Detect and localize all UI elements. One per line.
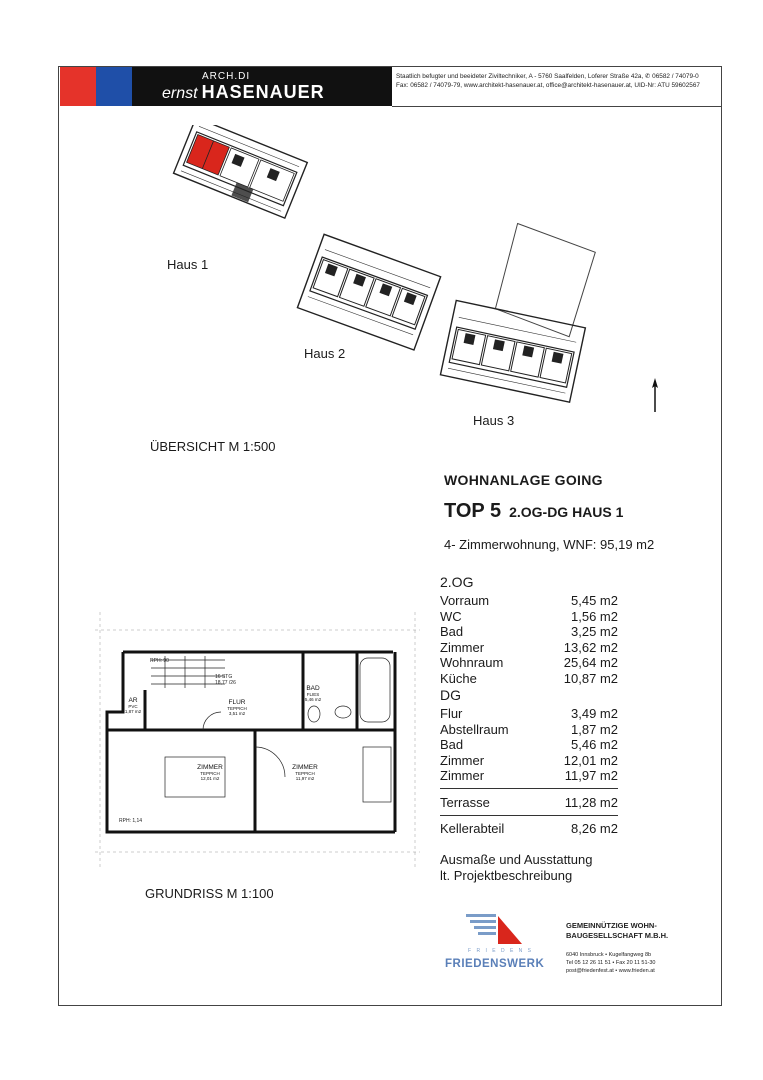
- logo-red-block: [60, 67, 96, 106]
- header-info-line-2: Fax: 06582 / 74079-79, www.architekt-hasenauer.at, office@architekt-hasenauer.at, UID-Nr: ATU 59602567: [396, 82, 700, 89]
- logo-arch-title: ARCH.DI: [202, 71, 251, 82]
- room-row: [440, 655, 618, 670]
- unit-subtitle: 4- Zimmerwohnung, WNF: 95,19 m2: [444, 537, 655, 552]
- room-row: [440, 609, 618, 624]
- room-name: Kellerabteil: [440, 821, 505, 836]
- fp-room-zimmer-2-area: 11,97 m2: [295, 776, 315, 781]
- room-name: Zimmer: [440, 753, 485, 768]
- brand-top-text: F R I E D E N S: [468, 948, 534, 954]
- north-arrow-icon: [651, 378, 659, 414]
- overview-scale-label: ÜBERSICHT M 1:500: [150, 439, 276, 454]
- fp-room-ar-sub: PVC: [128, 704, 138, 709]
- fp-room-zimmer-2: ZIMMER: [292, 764, 318, 771]
- room-area: 5,46 m2: [571, 737, 618, 752]
- keller-row: [440, 821, 618, 836]
- fp-room-flur-sub: TEPPICH: [227, 706, 247, 711]
- table-divider: [440, 815, 618, 816]
- room-area: 1,87 m2: [571, 722, 618, 737]
- logo-first-name: ernst: [162, 85, 198, 102]
- company-name: [566, 921, 668, 941]
- fp-room-bad-sub: FLIES: [306, 692, 320, 697]
- room-name: WC: [440, 609, 462, 624]
- fp-rph-top: RPH: 90: [150, 658, 169, 664]
- room-name: Wohnraum: [440, 655, 504, 670]
- brand-name: FRIEDENSWERK: [445, 958, 545, 970]
- haus2-plan: [297, 234, 440, 350]
- room-area: 3,49 m2: [571, 706, 618, 721]
- room-row: [440, 753, 618, 768]
- room-area: 11,28 m2: [564, 795, 618, 810]
- room-name: Bad: [440, 737, 464, 752]
- logo-last-name: HASENAUER: [201, 82, 325, 102]
- company-line-2: BAUGESELLSCHAFT M.B.H.: [566, 931, 669, 940]
- fp-room-ar-area: 1,87 m2: [124, 709, 142, 714]
- table-divider: [440, 788, 618, 789]
- room-row: [440, 593, 618, 608]
- label-haus-2: Haus 2: [304, 346, 346, 361]
- unit-top: TOP 5: [444, 500, 502, 522]
- header-divider: [392, 106, 722, 107]
- footnote-line-2: lt. Projektbeschreibung: [440, 868, 573, 883]
- room-area: 3,25 m2: [571, 624, 618, 639]
- og-heading: 2.OG: [440, 574, 474, 590]
- fp-room-zimmer-2-sub: TEPPICH: [295, 771, 315, 776]
- room-row: [440, 722, 618, 737]
- room-name: Terrasse: [440, 795, 490, 810]
- fp-room-zimmer-1-area: 12,01 m2: [200, 776, 220, 781]
- floorplan-scale-label: GRUNDRISS M 1:100: [145, 886, 274, 901]
- fp-rph-bottom: RPH: 1,14: [119, 818, 143, 824]
- room-area: 25,64 m2: [563, 655, 618, 670]
- fp-room-bad: BAD: [306, 685, 320, 692]
- footnote: [440, 852, 592, 884]
- room-row: [440, 737, 618, 752]
- room-name: Bad: [440, 624, 464, 639]
- haus3-plan: [440, 214, 603, 402]
- room-area: 8,26 m2: [571, 821, 618, 836]
- dg-heading: DG: [440, 687, 461, 703]
- friedenswerk-logo-icon: [464, 912, 526, 948]
- room-name: Zimmer: [440, 768, 485, 783]
- fp-room-zimmer-1-sub: TEPPICH: [200, 771, 220, 776]
- room-name: Zimmer: [440, 640, 485, 655]
- address-line-2: Tel 05 12 26 11 51 • Fax 20 11 51-30: [566, 960, 656, 966]
- terrasse-row: [440, 795, 618, 810]
- room-name: Flur: [440, 706, 463, 721]
- floorplan: [95, 612, 420, 874]
- logo-name: [162, 82, 325, 103]
- address-line-1: 6040 Innsbruck • Kugelfangweg 8b: [566, 952, 652, 958]
- room-area: 12,01 m2: [563, 753, 618, 768]
- room-area: 1,56 m2: [571, 609, 618, 624]
- fp-room-bad-area: 5,46 m2: [304, 697, 322, 702]
- fp-stair: 16 STG: [215, 674, 233, 680]
- overview-siteplan: [150, 125, 630, 435]
- unit-title: [444, 500, 623, 523]
- room-name: Abstellraum: [440, 722, 509, 737]
- room-area: 10,87 m2: [563, 671, 618, 686]
- fp-room-flur: FLUR: [228, 699, 246, 706]
- unit-floors: 2.OG-DG HAUS 1: [509, 504, 624, 520]
- label-haus-3: Haus 3: [473, 413, 515, 428]
- room-area: 5,45 m2: [571, 593, 618, 608]
- project-title: WOHNANLAGE GOING: [444, 472, 603, 488]
- room-area: 13,62 m2: [563, 640, 618, 655]
- fp-room-zimmer-1: ZIMMER: [197, 764, 223, 771]
- address-line-3: post@friedenfest.at • www.frieden.at: [566, 968, 655, 974]
- room-row: [440, 624, 618, 639]
- label-haus-1: Haus 1: [167, 257, 209, 272]
- fp-stair-sub: 18,77 /26: [215, 680, 236, 686]
- room-row: [440, 640, 618, 655]
- room-name: Küche: [440, 671, 477, 686]
- fp-room-flur-area: 3,51 m2: [228, 711, 246, 716]
- room-row: [440, 706, 618, 721]
- room-row: [440, 671, 618, 686]
- company-line-1: GEMEINNÜTZIGE WOHN-: [566, 921, 657, 930]
- room-area: 11,97 m2: [564, 768, 618, 783]
- header-contact-info: [396, 72, 718, 90]
- haus1-plan: [174, 125, 308, 218]
- room-name: Vorraum: [440, 593, 490, 608]
- fp-room-ar: AR: [128, 697, 138, 704]
- logo-blue-block: [96, 67, 132, 106]
- footnote-line-1: Ausmaße und Ausstattung: [440, 852, 593, 867]
- room-row: [440, 768, 618, 783]
- header-info-line-1: Staatlich befugter und beeideter Ziviltechniker, A - 5760 Saalfelden, Loferer Straße 42a, ✆ 06582 / 74079-0: [396, 73, 699, 80]
- company-address: [566, 951, 655, 975]
